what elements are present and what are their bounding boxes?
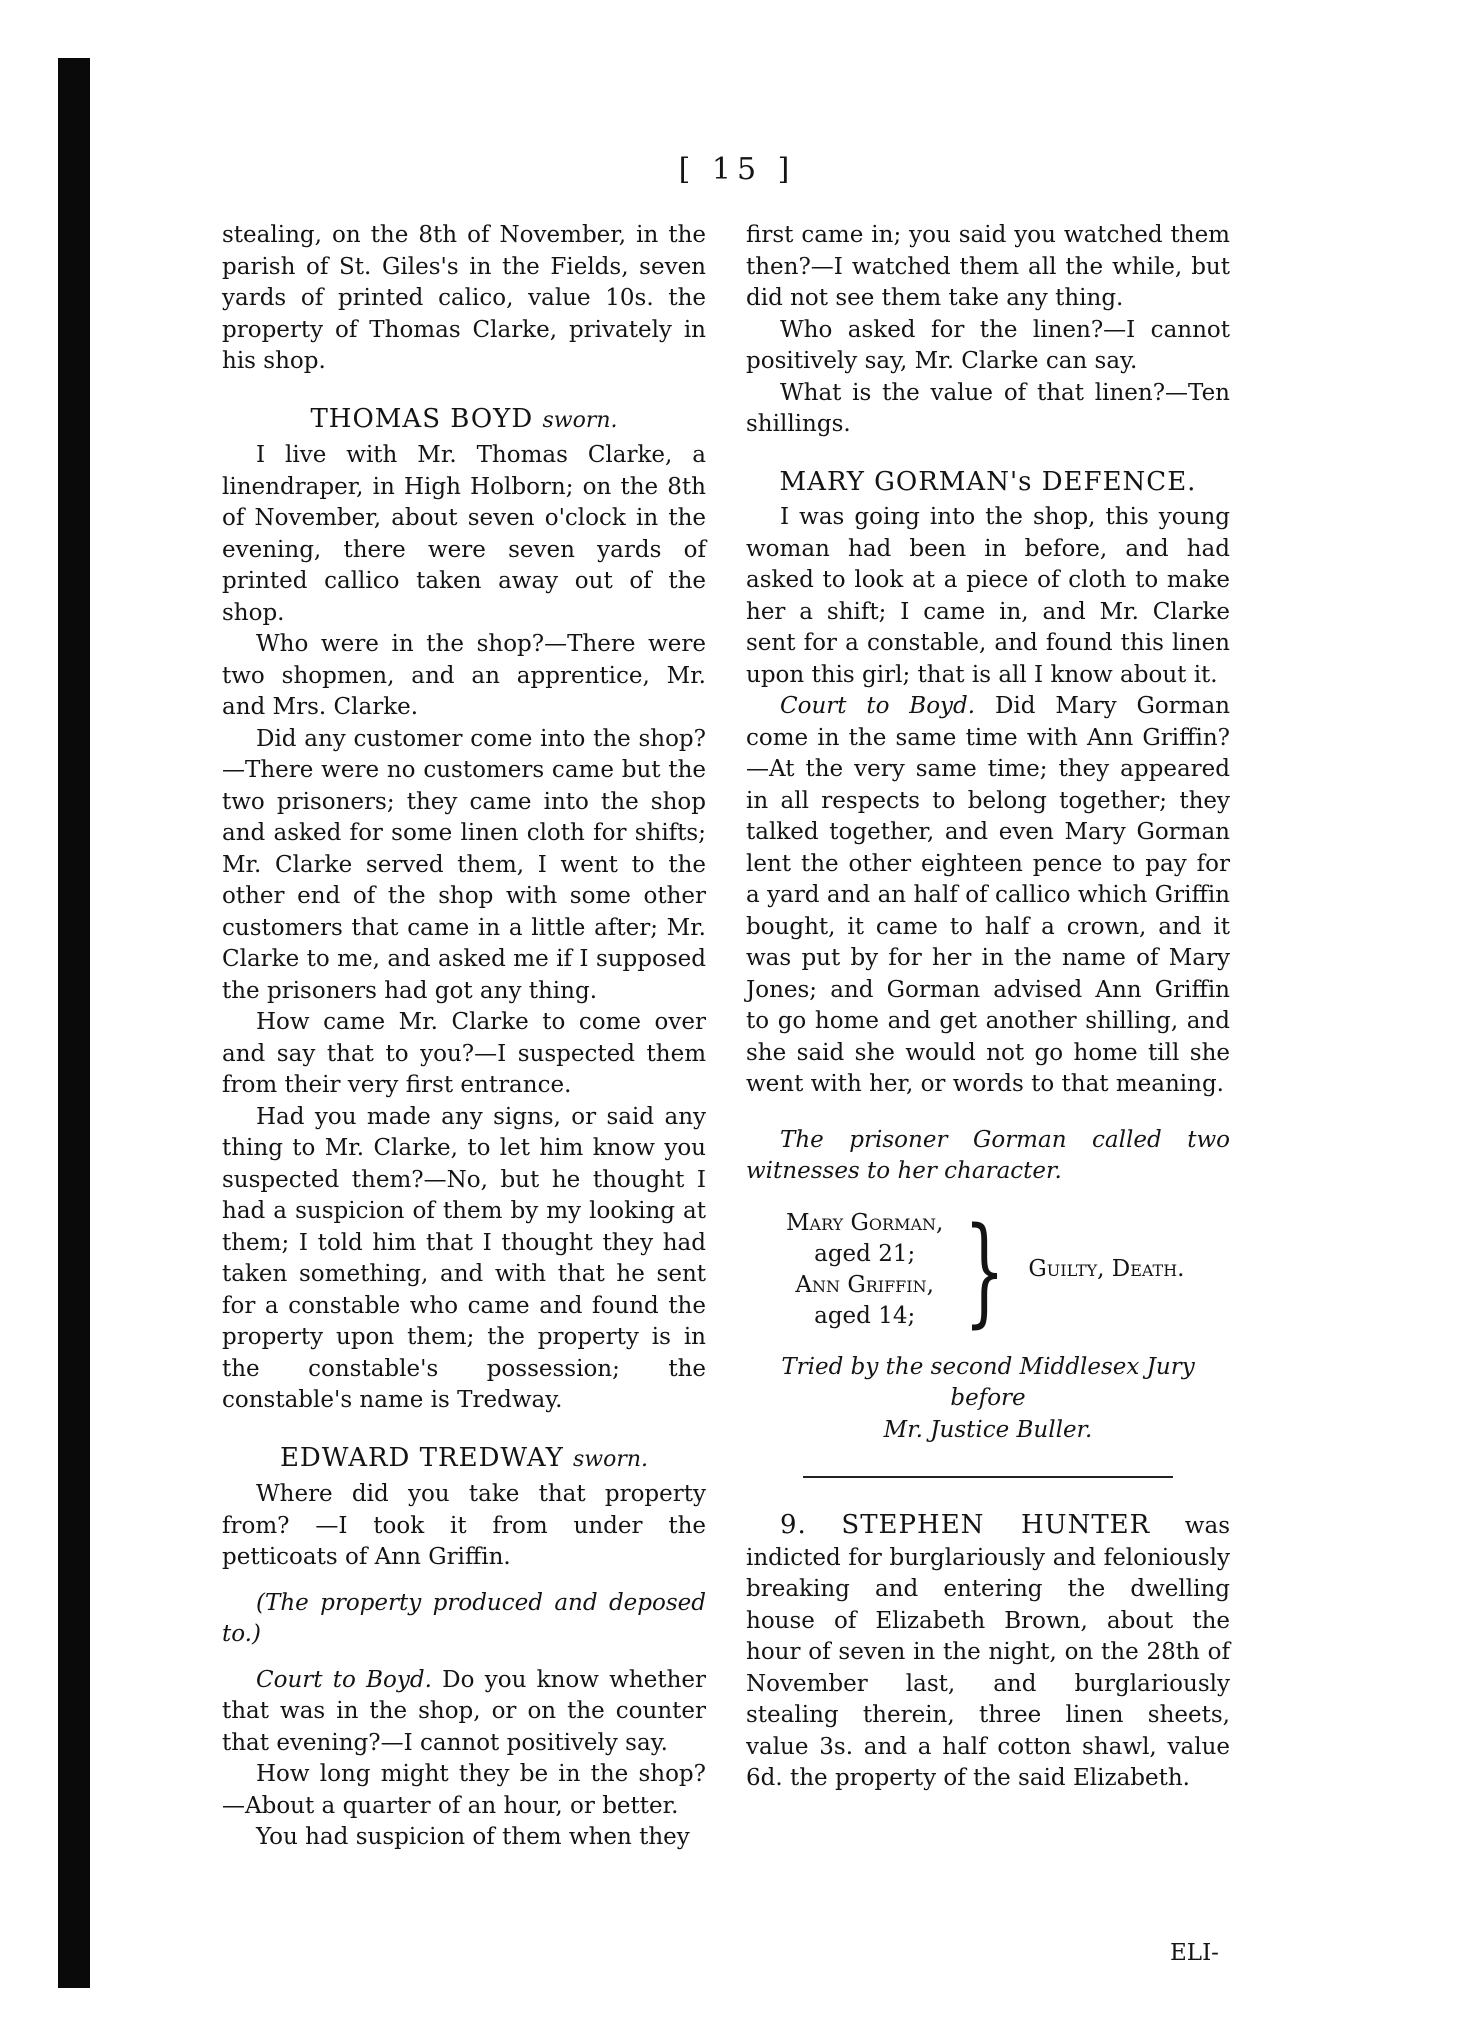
defendant-name: Ann Griffin, (795, 1271, 934, 1298)
left-column (222, 220, 706, 1854)
defendant-name: Mary Gorman, (786, 1209, 944, 1236)
paragraph: How long might they be in the shop?—About a quarter of an hour, or better. (222, 1761, 706, 1819)
witness-name: THOMAS BOYD (310, 403, 534, 434)
paragraph (222, 1665, 706, 1760)
paragraph: You had suspicion of them when they (256, 1824, 690, 1850)
defendant-age: aged 21; (814, 1240, 916, 1267)
page-number: [ 15 ] (678, 152, 796, 187)
witnesses-note: The prisoner Gorman called two witnesses to her character. (746, 1126, 1230, 1184)
speaker-label: Court to Boyd. (780, 693, 976, 719)
witness-heading-tredway (222, 1443, 706, 1476)
defendant-name: STEPHEN HUNTER (841, 1510, 1151, 1540)
defence-heading: MARY GORMAN's DEFENCE. (779, 466, 1197, 497)
paragraph: first came in; you said you watched them then?—I watched them all the while, but did not see them take any thing. (746, 222, 1230, 311)
paragraph: I was going into the shop, this young woman had been in before, and had asked to look at a piece of cloth to make her a shift; I came in, and Mr. Clarke sent for a constable, and found this linen upon this girl; that is all I know about it. (746, 504, 1230, 688)
case-paragraph (746, 1510, 1230, 1795)
witness-name: EDWARD TREDWAY (279, 1442, 564, 1473)
paragraph: Where did you take that property from? —I took it from under the petticoats of Ann Griffin. (222, 1481, 706, 1570)
paragraph: Did any customer come into the shop?—There were no customers came but the two prisoners; they came into the shop and asked for some linen cloth for shifts; Mr. Clarke served them, I went to the other end of the shop with some other customers that came in a little after; Mr. Clarke to me, and asked me if I supposed the prisoners had got any thing. (222, 725, 706, 1004)
verdict-defendants (786, 1208, 943, 1332)
verdict-result: Guilty, Death. (1028, 1255, 1185, 1282)
catchword: ELI- (1170, 1940, 1219, 1966)
jury-line: Tried by the second Middlesex Jury before (781, 1353, 1195, 1411)
stage-note: (The property produced and deposed to.) (222, 1589, 706, 1647)
paragraph: What is the value of that linen?—Ten shillings. (746, 379, 1230, 437)
paragraph-text: Did Mary Gorman come in the same time with Ann Griffin?—At the very same time; they appeared in all respects to belong together; they talked together, and even Mary Gorman lent the other eighteen pence to pay for a yard and an half of callico which Griffin bought, it came to half a crown, and it was put by for her in the name of Mary Jones; and Gorman advised Ann Griffin to go home and get another shilling, and she said she would not go home till she went with her, or words to that meaning. (746, 693, 1230, 1097)
witness-heading-boyd (222, 404, 706, 437)
scan-binding-edge (58, 58, 90, 1988)
right-column (746, 220, 1230, 1795)
paragraph: Who asked for the linen?—I cannot positively say, Mr. Clarke can say. (746, 316, 1230, 374)
speaker-label: Court to Boyd. (256, 1666, 432, 1693)
defendant-age: aged 14; (814, 1302, 916, 1329)
brace-icon: } (964, 1200, 1006, 1339)
paragraph: Had you made any signs, or said any thing to Mr. Clarke, to let him know you suspected them?—No, but he thought I had a suspicion of them by my looking at them; I told him that I thought they had taken something, and with that he sent for a constable who came and found the property upon them; the property is in the constable's possession; the constable's name is Tredway. (222, 1103, 706, 1413)
paragraph-text: Do you know whether that was in the shop, or on the counter that evening?—I cannot positively say. (222, 1666, 706, 1756)
verdict-block (786, 1200, 1230, 1339)
sworn-label: sworn. (542, 407, 618, 433)
paragraph: I live with Mr. Thomas Clarke, a linendraper, in High Holborn; on the 8th of November, about seven o'clock in the evening, there were seven yards of printed callico taken away out of the shop. (222, 442, 706, 626)
case-number: 9. (780, 1510, 807, 1540)
paragraph: stealing, on the 8th of November, in the parish of St. Giles's in the Fields, seven yards of printed calico, value 10s. the property of Thomas Clarke, privately in his shop. (222, 222, 706, 374)
section-divider (803, 1476, 1173, 1478)
paragraph: Who were in the shop?—There were two shopmen, and an apprentice, Mr. and Mrs. Clarke. (222, 631, 706, 720)
paragraph (746, 691, 1230, 1101)
judge-line: Mr. Justice Buller. (883, 1416, 1093, 1443)
case-text: was indicted for burglariously and feloniously breaking and entering the dwelling house of Elizabeth Brown, about the hour of seven in the night, on the 28th of November last, and burglariously stealing therein, three linen sheets, value 3s. and a half cotton shawl, value 6d. the property of the said Elizabeth. (746, 1513, 1231, 1791)
sworn-label: sworn. (573, 1446, 649, 1472)
paragraph: How came Mr. Clarke to come over and say that to you?—I suspected them from their very first entrance. (222, 1009, 706, 1098)
